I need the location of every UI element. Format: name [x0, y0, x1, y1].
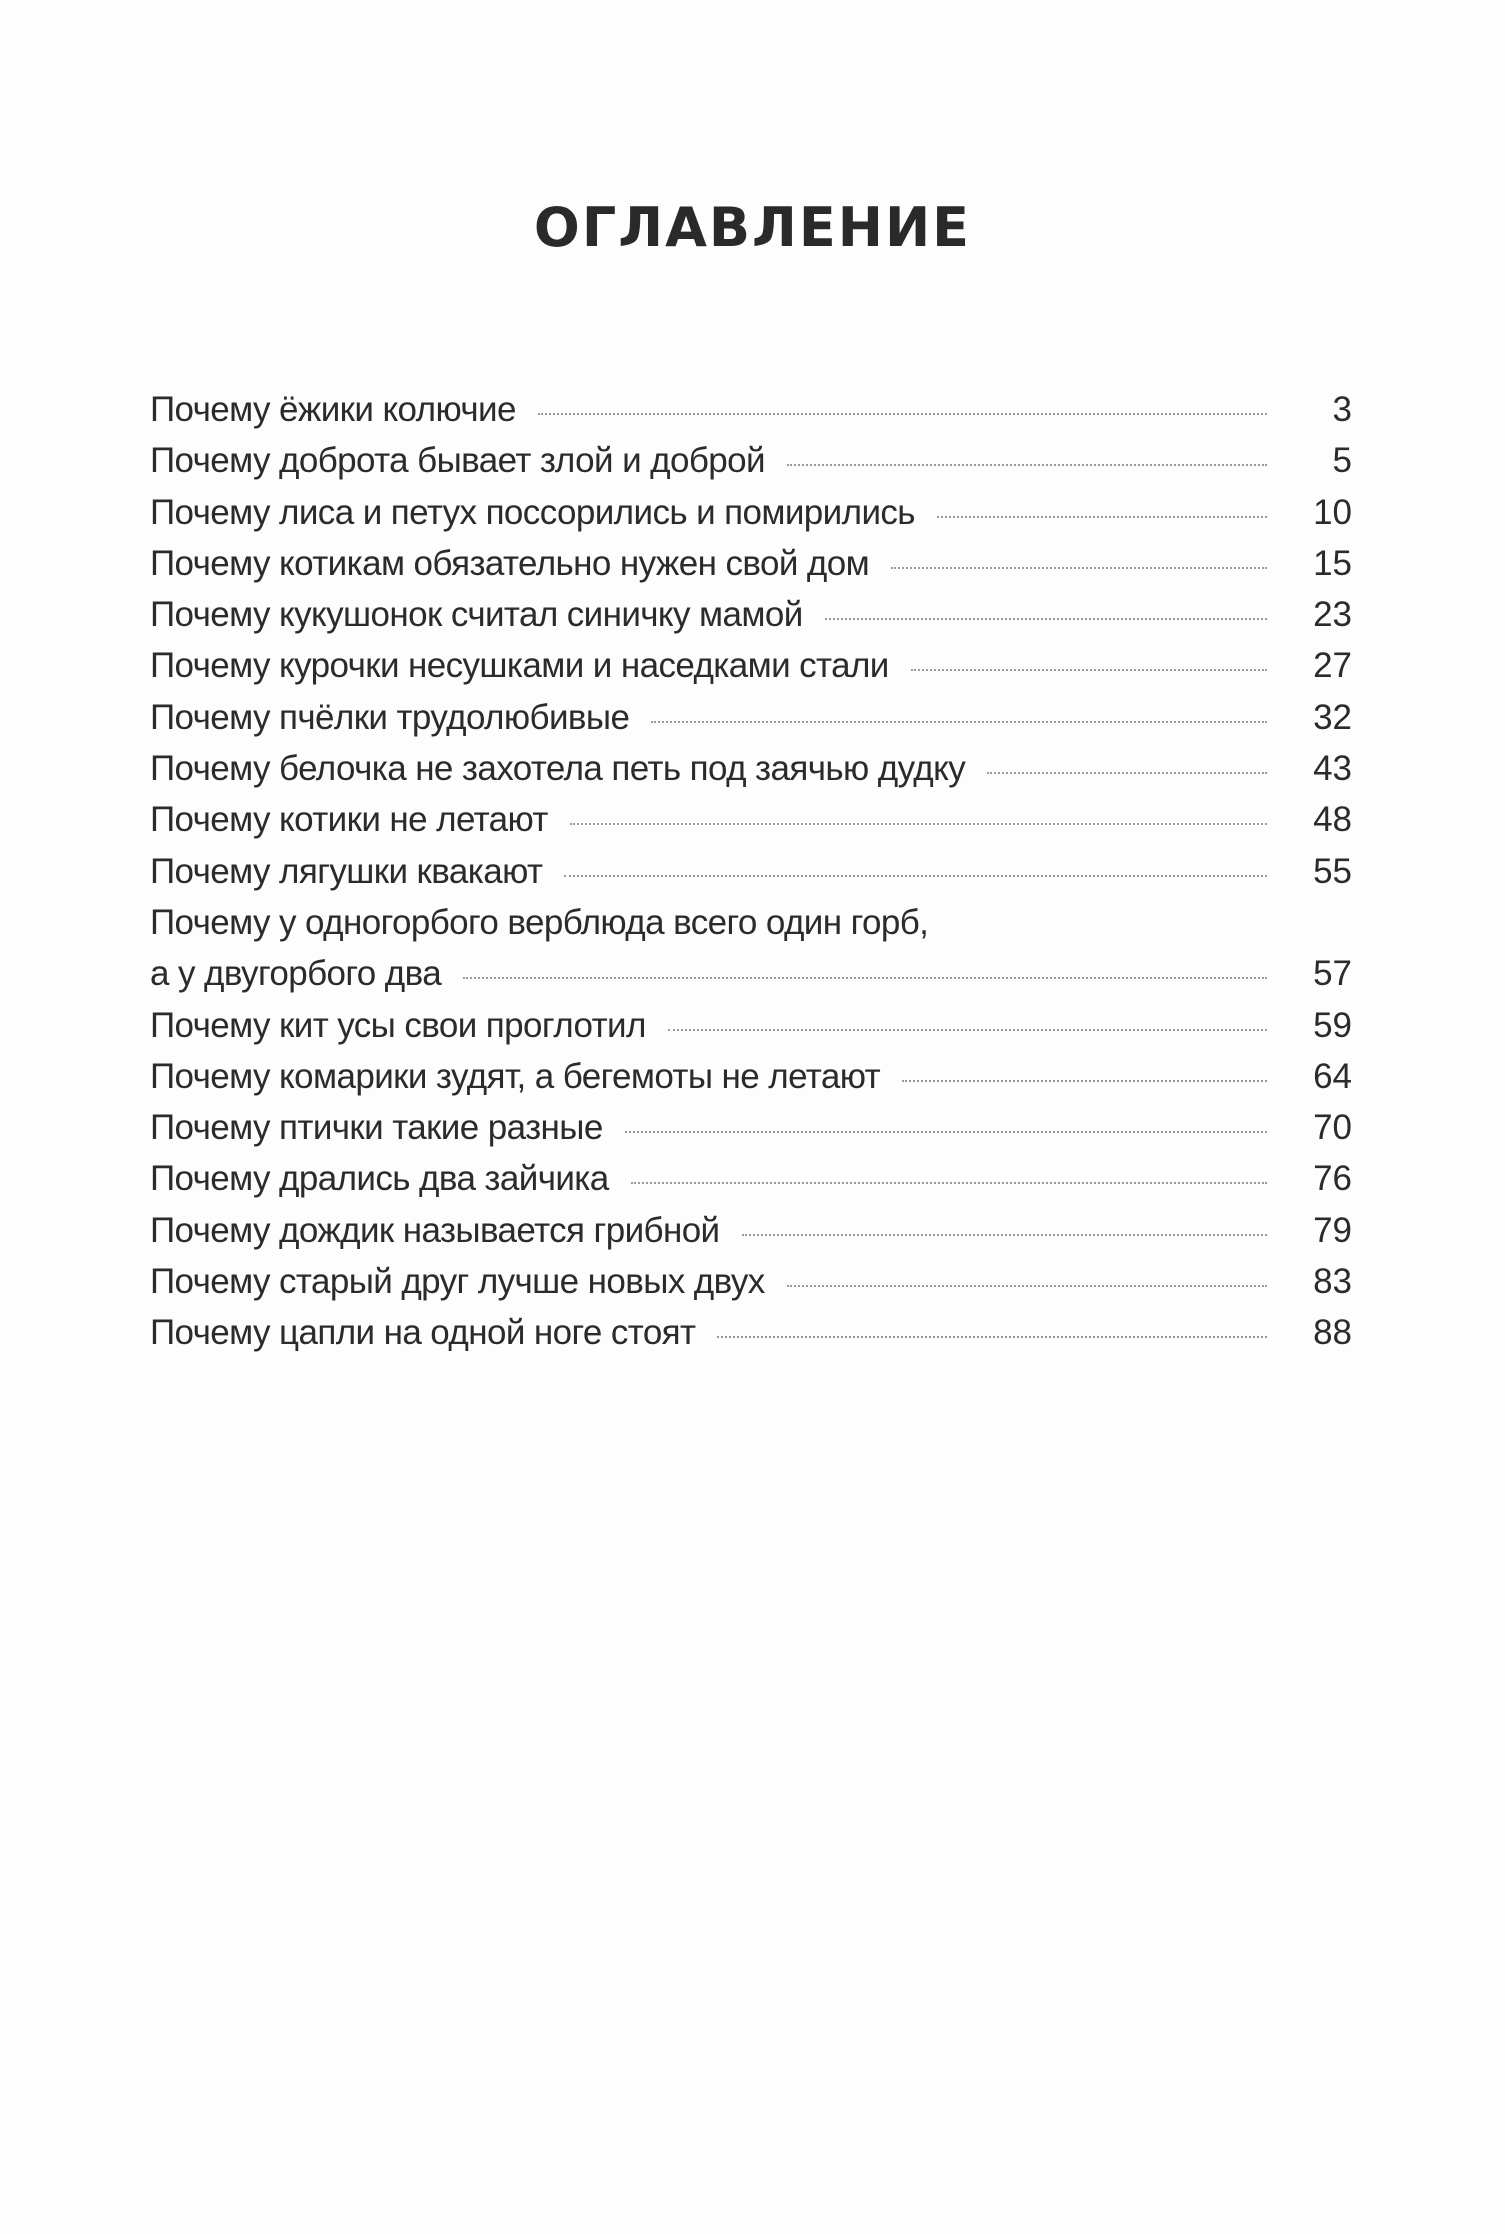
entry-title: Почему у одногорбого верблюда всего один горб,	[150, 902, 929, 942]
page-title: ОГЛАВЛЕНИЕ	[533, 196, 972, 259]
entry-page-number: 32	[1313, 697, 1352, 737]
entry-page-number: 43	[1313, 749, 1352, 789]
entry-title: Почему доброта бывает злой и доброй	[150, 441, 765, 481]
toc-entry[interactable]	[150, 487, 1352, 538]
entry-page-number: 10	[1313, 492, 1352, 532]
entry-page-number: 59	[1313, 1005, 1352, 1045]
entry-page-number: 48	[1313, 800, 1352, 840]
entry-page-number: 5	[1332, 441, 1352, 481]
dot-leader	[937, 516, 1267, 518]
toc-entry[interactable]	[150, 435, 1352, 486]
toc-entry[interactable]	[150, 1307, 1352, 1358]
table-of-contents	[150, 384, 1352, 1359]
entry-title: Почему ёжики колючие	[150, 390, 516, 429]
dot-leader	[787, 1285, 1267, 1287]
entry-page-number: 27	[1313, 646, 1352, 686]
entry-page-number: 88	[1313, 1313, 1352, 1353]
dot-leader	[668, 1029, 1267, 1031]
dot-leader	[570, 823, 1267, 825]
toc-entry[interactable]	[150, 794, 1352, 845]
entry-page-number: 76	[1313, 1159, 1352, 1199]
entry-page-number: 55	[1313, 851, 1352, 891]
dot-leader	[902, 1080, 1267, 1082]
entry-title: а у двугорбого два	[150, 954, 442, 994]
entry-page-number: 83	[1313, 1262, 1352, 1302]
toc-entry[interactable]	[150, 1102, 1352, 1153]
dot-leader	[564, 875, 1267, 877]
dot-leader	[742, 1234, 1267, 1236]
toc-entry[interactable]	[150, 538, 1352, 589]
dot-leader	[538, 413, 1267, 415]
entry-page-number: 64	[1313, 1056, 1352, 1096]
dot-leader	[631, 1182, 1267, 1184]
entry-page-number: 15	[1313, 543, 1352, 583]
dot-leader	[891, 567, 1267, 569]
toc-entry[interactable]	[150, 384, 1352, 435]
toc-entry-continuation[interactable]	[150, 948, 1352, 999]
toc-entry[interactable]	[150, 1000, 1352, 1051]
dot-leader	[463, 977, 1267, 979]
dot-leader	[625, 1131, 1267, 1133]
entry-title: Почему дрались два зайчика	[150, 1159, 609, 1199]
dot-leader	[717, 1336, 1267, 1338]
toc-entry[interactable]	[150, 846, 1352, 897]
toc-entry[interactable]	[150, 1256, 1352, 1307]
toc-entry[interactable]	[150, 640, 1352, 691]
dot-leader	[651, 721, 1267, 723]
entry-page-number: 57	[1313, 954, 1352, 994]
entry-page-number: 79	[1313, 1210, 1352, 1250]
toc-entry[interactable]	[150, 1153, 1352, 1204]
entry-title: Почему комарики зудят, а бегемоты не летают	[150, 1056, 880, 1096]
dot-leader	[825, 618, 1267, 620]
entry-title: Почему кукушонок считал синичку мамой	[150, 595, 803, 635]
entry-title: Почему белочка не захотела петь под заячью дудку	[150, 749, 966, 789]
dot-leader	[911, 669, 1267, 671]
entry-title: Почему котики не летают	[150, 800, 548, 840]
entry-title: Почему пчёлки трудолюбивые	[150, 697, 630, 737]
entry-title: Почему птички такие разные	[150, 1108, 603, 1148]
entry-title: Почему курочки несушками и наседками стали	[150, 646, 889, 686]
toc-entry[interactable]	[150, 897, 1352, 948]
entry-title: Почему цапли на одной ноге стоят	[150, 1313, 696, 1353]
toc-entry[interactable]	[150, 1051, 1352, 1102]
entry-page-number: 23	[1313, 595, 1352, 635]
entry-title: Почему лиса и петух поссорились и помирились	[150, 492, 915, 532]
entry-title: Почему старый друг лучше новых двух	[150, 1262, 765, 1302]
dot-leader	[987, 772, 1267, 774]
entry-page-number: 70	[1313, 1108, 1352, 1148]
toc-entry[interactable]	[150, 743, 1352, 794]
dot-leader	[787, 464, 1267, 466]
toc-entry[interactable]	[150, 589, 1352, 640]
entry-title: Почему дождик называется грибной	[150, 1210, 720, 1250]
toc-entry[interactable]	[150, 1205, 1352, 1256]
toc-entry[interactable]	[150, 692, 1352, 743]
entry-title: Почему кит усы свои проглотил	[150, 1005, 646, 1045]
entry-page-number: 3	[1332, 390, 1352, 429]
entry-title: Почему котикам обязательно нужен свой дом	[150, 543, 870, 583]
entry-title: Почему лягушки квакают	[150, 851, 543, 891]
